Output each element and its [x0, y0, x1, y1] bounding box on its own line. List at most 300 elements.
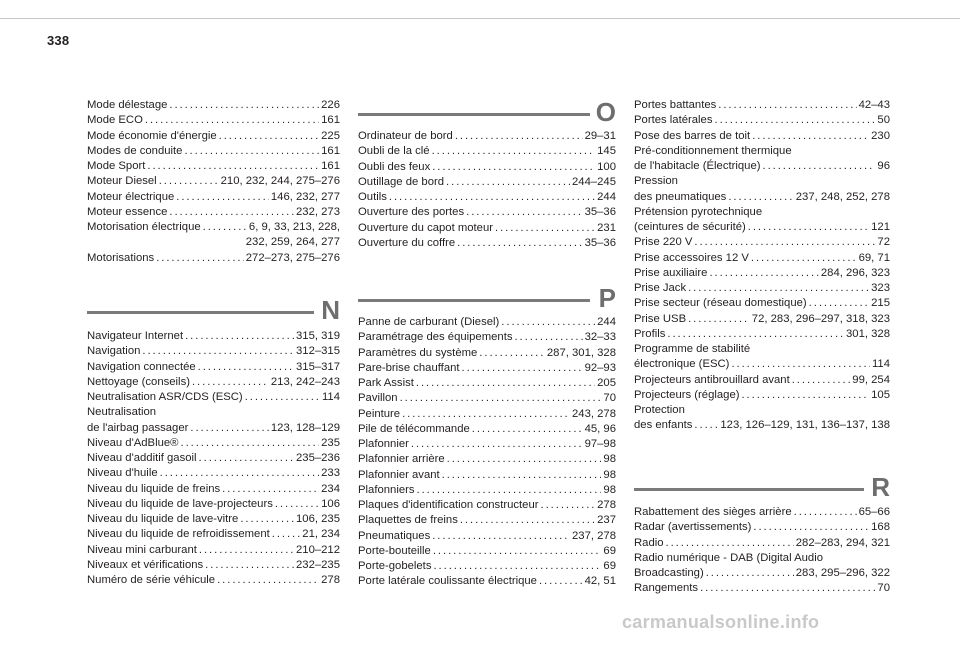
entry-line	[634, 520, 890, 535]
entry-pages: 278	[321, 574, 340, 586]
dot-leader	[792, 373, 851, 388]
section-letter: R	[871, 472, 890, 502]
section-header-r	[634, 472, 890, 504]
entry-term: Radar (avertissements)	[634, 521, 752, 534]
index-entry	[87, 159, 340, 174]
entry-line	[87, 375, 340, 390]
dot-leader	[541, 498, 596, 513]
entry-line	[358, 468, 616, 483]
dot-leader	[688, 312, 750, 327]
index-entry	[358, 361, 616, 376]
dot-leader	[198, 360, 294, 375]
entry-pages: 70	[603, 392, 616, 405]
entry-term: Pare-brise chauffant	[358, 361, 460, 374]
dot-leader	[667, 327, 844, 342]
dot-leader	[240, 512, 294, 527]
entry-term: Paramétrage des équipements	[358, 331, 513, 344]
entry-term: Mode ECO	[87, 114, 143, 127]
watermark: carmanualsonline.info	[622, 612, 820, 632]
entry-line	[634, 190, 890, 205]
index-entry	[87, 558, 340, 573]
entry-pages: 42–43	[858, 99, 890, 111]
entry-line	[87, 98, 340, 113]
entry-term: Rabattement des sièges arrière	[634, 506, 792, 518]
entry-term: Niveau d'huile	[87, 467, 158, 480]
entry-pages: 215	[871, 297, 890, 310]
entry-line	[87, 159, 340, 174]
entry-term: Projecteurs antibrouillard avant	[634, 373, 790, 386]
index-entry	[358, 376, 616, 391]
entry-pages: 21, 234	[302, 528, 340, 541]
entry-pages: 32–33	[584, 331, 616, 344]
dot-leader	[184, 144, 319, 159]
dot-leader	[457, 236, 582, 251]
entry-line	[358, 452, 616, 467]
entry-pages: 237	[597, 514, 616, 527]
dot-leader	[728, 190, 793, 205]
dot-leader	[389, 190, 595, 205]
entry-line	[358, 330, 616, 345]
entry-term: Navigation	[87, 345, 141, 358]
entry-term: Rangements	[634, 582, 699, 595]
entry-line	[634, 113, 890, 128]
dot-leader	[694, 418, 718, 433]
entry-term: Plafonnier avant	[358, 468, 440, 481]
entry-pages: 205	[597, 377, 616, 389]
top-rule	[0, 18, 960, 19]
entry-pages: 234	[321, 482, 340, 495]
index-entry	[87, 482, 340, 497]
index-entry	[87, 190, 340, 205]
entry-term: Motorisation électrique	[87, 221, 201, 233]
entry-term: Plaques d'identification constructeur	[358, 499, 539, 511]
entry-line	[87, 527, 340, 542]
entry-pages: 282–283, 294, 321	[795, 536, 890, 549]
entry-term: Niveau d'AdBlue®	[87, 436, 179, 449]
dot-leader	[715, 113, 876, 128]
entry-term: Ouverture des portes	[358, 206, 465, 219]
entry-term: Portes latérales	[634, 114, 713, 127]
entry-pages: 114	[321, 391, 340, 403]
entry-line	[358, 376, 616, 391]
entry-pages: 232, 273	[296, 205, 340, 218]
entry-term: Niveau du liquide de lave-vitre	[87, 513, 239, 525]
entry-line	[634, 536, 890, 551]
index-entry	[634, 281, 890, 296]
index-entry	[358, 221, 616, 236]
index-entry	[87, 98, 340, 113]
section-rule	[358, 299, 590, 302]
entry-pages: 70	[877, 582, 890, 595]
entry-term: Pose des barres de toit	[634, 129, 751, 142]
entry-term: électronique (ESC)	[634, 358, 730, 371]
index-entry	[358, 236, 616, 251]
section-letter: P	[598, 283, 616, 313]
entry-pages: 237, 248, 252, 278	[795, 190, 890, 203]
entry-heading: Protection	[634, 404, 685, 416]
entry-term: Porte-gobelets	[358, 560, 432, 572]
entry-pages: 244–245	[572, 175, 616, 188]
entry-term: Porte latérale coulissante électrique	[358, 575, 537, 588]
entry-term: Niveau mini carburant	[87, 543, 197, 556]
dot-leader	[539, 574, 583, 589]
index-entry	[358, 498, 616, 513]
index-entry	[358, 330, 616, 345]
index-entry	[634, 505, 890, 520]
entry-pages: 315, 319	[296, 330, 340, 342]
dot-leader	[718, 98, 856, 113]
entry-pages: 29–31	[584, 130, 616, 142]
entry-line	[634, 357, 890, 372]
entry-term: Niveau du liquide de freins	[87, 482, 221, 495]
entry-term: Paramètres du système	[358, 346, 478, 359]
entry-pages: 146, 232, 277	[270, 190, 340, 203]
dot-leader	[169, 205, 294, 220]
dot-leader	[731, 357, 870, 372]
entry-term: de l'airbag passager	[87, 421, 189, 434]
entry-pages: 35–36	[584, 206, 616, 219]
entry-line	[634, 220, 890, 235]
dot-leader	[688, 281, 869, 296]
dot-leader	[432, 529, 570, 544]
entry-term: Plaquettes de freins	[358, 514, 458, 527]
entry-line	[87, 451, 340, 466]
dot-leader	[666, 536, 794, 551]
entry-line	[358, 315, 616, 330]
entry-term: Niveaux et vérifications	[87, 558, 204, 571]
entry-pages: 72	[877, 236, 890, 249]
entry-line	[634, 505, 890, 520]
section-letter: N	[321, 295, 340, 325]
index-entry	[358, 129, 616, 144]
dot-leader	[275, 497, 319, 512]
dot-leader	[411, 437, 583, 452]
dot-leader	[272, 527, 301, 542]
entry-line	[358, 529, 616, 544]
entry-term: Broadcasting)	[634, 567, 704, 579]
dot-leader	[432, 160, 595, 175]
entry-line	[634, 418, 890, 433]
index-entry	[634, 251, 890, 266]
index-entry	[634, 342, 890, 373]
index-entry	[634, 266, 890, 281]
dot-leader	[222, 482, 319, 497]
page-number: 338	[47, 33, 70, 48]
index-entry	[87, 144, 340, 159]
entry-term: des pneumatiques	[634, 190, 727, 203]
entry-line	[634, 312, 890, 327]
index-entry	[87, 205, 340, 220]
entry-term: Niveau du liquide de lave-projecteurs	[87, 497, 273, 510]
dot-leader	[176, 190, 269, 205]
entry-pages: 6, 9, 33, 213, 228,	[248, 221, 340, 233]
entry-line	[634, 98, 890, 113]
dot-leader	[479, 346, 545, 361]
entry-pages: 301, 328	[846, 327, 890, 340]
section-rule	[87, 311, 314, 314]
entry-pages: 233	[321, 467, 340, 480]
entry-line	[358, 391, 616, 406]
index-entry	[634, 536, 890, 551]
entry-term: Prise USB	[634, 312, 687, 325]
index-entry	[634, 581, 890, 596]
entry-heading: Programme de stabilité	[634, 343, 751, 355]
dot-leader	[416, 376, 595, 391]
index-entry	[87, 344, 340, 359]
entry-pages: 231	[597, 221, 616, 234]
entry-line	[358, 144, 616, 159]
dot-leader	[159, 174, 219, 189]
entry-line	[87, 144, 340, 159]
entry-line	[358, 422, 616, 437]
entry-line	[87, 129, 340, 144]
index-entry	[634, 388, 890, 403]
index-entry	[358, 175, 616, 190]
index-entry	[634, 144, 890, 175]
entry-term: Radio	[634, 536, 664, 549]
dot-leader	[402, 407, 570, 422]
entry-line	[358, 160, 616, 175]
entry-pages: 97–98	[584, 438, 616, 450]
entry-pages: 287, 301, 328	[546, 346, 616, 359]
index-entry	[87, 512, 340, 527]
entry-pages: 100	[597, 160, 616, 173]
entry-line	[634, 581, 890, 596]
entry-line	[358, 175, 616, 190]
entry-line	[87, 543, 340, 558]
entry-term: Ouverture du capot moteur	[358, 221, 494, 234]
dot-leader	[460, 513, 595, 528]
index-entry	[634, 98, 890, 113]
entry-term: Pile de télécommande	[358, 422, 470, 435]
index-entry	[358, 437, 616, 452]
dot-leader	[203, 220, 247, 235]
dot-leader	[462, 361, 583, 376]
dot-leader	[156, 251, 244, 266]
index-entry	[87, 497, 340, 512]
entry-term: Outillage de bord	[358, 175, 445, 188]
entry-line	[358, 498, 616, 513]
entry-line	[87, 558, 340, 573]
entry-pages: 244	[597, 191, 616, 203]
entry-line	[634, 129, 890, 144]
entry-pages: 92–93	[584, 361, 616, 374]
entry-pages: 72, 283, 296–297, 318, 323	[751, 312, 890, 325]
entry-pages: 161	[321, 160, 340, 172]
entry-term: des enfants	[634, 419, 693, 432]
section-letter: O	[595, 97, 616, 127]
entry-term: Prise secteur (réseau domestique)	[634, 297, 807, 310]
entry-pages: 230	[871, 129, 890, 142]
entry-term: Plafonnier	[358, 438, 409, 450]
entry-pages: 105	[871, 388, 890, 401]
entry-pages: 225	[321, 129, 340, 142]
entry-term: Peinture	[358, 407, 401, 420]
dot-leader	[495, 221, 595, 236]
entry-pages: 284, 296, 323	[820, 266, 890, 279]
dot-leader	[514, 330, 582, 345]
entry-term: Plafonnier arrière	[358, 453, 445, 466]
index-entry	[87, 220, 340, 251]
entry-term: Numéro de série véhicule	[87, 574, 216, 586]
index-entry	[87, 390, 340, 405]
dot-leader	[752, 129, 869, 144]
section-header-n	[87, 295, 340, 327]
entry-pages: 65–66	[858, 506, 890, 518]
entry-pages: 237, 278	[572, 529, 616, 542]
entry-heading: Pré-conditionnement thermique	[634, 144, 792, 157]
entry-pages: 106	[321, 497, 340, 510]
entry-pages: 161	[321, 114, 340, 127]
dot-leader	[794, 505, 857, 520]
entry-line	[358, 361, 616, 376]
entry-line	[87, 205, 340, 220]
entry-term: Modes de conduite	[87, 144, 183, 157]
index-entry	[358, 391, 616, 406]
entry-term: Mode délestage	[87, 99, 168, 111]
entry-pages: 243, 278	[572, 407, 616, 420]
entry-term: Portes battantes	[634, 99, 717, 111]
entry-line	[87, 512, 340, 527]
entry-pages: 210–212	[296, 543, 340, 556]
index-entry	[358, 529, 616, 544]
dot-leader	[694, 235, 875, 250]
dot-leader	[446, 175, 570, 190]
index-entry	[87, 360, 340, 375]
index-entry	[634, 296, 890, 311]
entry-pages: 323	[871, 282, 890, 294]
entry-pages: 235–236	[296, 452, 340, 464]
dot-leader	[205, 558, 294, 573]
section-rule	[634, 488, 864, 491]
entry-term: Outils	[358, 191, 387, 203]
index-entry	[358, 190, 616, 205]
entry-line	[358, 205, 616, 220]
entry-heading: Radio numérique - DAB (Digital Audio	[634, 551, 824, 564]
entry-heading: Prétension pyrotechnique	[634, 205, 763, 218]
entry-term: Nettoyage (conseils)	[87, 375, 190, 388]
entry-line	[358, 483, 616, 498]
dot-leader	[501, 315, 595, 330]
entry-line	[634, 388, 890, 403]
entry-line	[87, 421, 340, 436]
entry-term: Navigation connectée	[87, 360, 196, 373]
entry-term: Mode Sport	[87, 160, 146, 172]
entry-line	[634, 266, 890, 281]
entry-pages: 213, 242–243	[270, 375, 340, 388]
index-entry	[87, 451, 340, 466]
entry-line	[358, 544, 616, 559]
dot-leader	[709, 266, 818, 281]
index-entry	[358, 452, 616, 467]
entry-pages: 45, 96	[584, 422, 616, 435]
index-entry	[87, 405, 340, 436]
entry-pages: 244	[597, 316, 616, 328]
index-entry	[358, 144, 616, 159]
entry-pages: 272–273, 275–276	[245, 251, 340, 264]
entry-term: (ceintures de sécurité)	[634, 221, 746, 233]
entry-line	[634, 251, 890, 266]
dot-leader	[751, 251, 857, 266]
entry-term: Prise 220 V	[634, 236, 693, 249]
index-entry	[634, 373, 890, 388]
entry-line	[358, 559, 616, 574]
entry-term: Profils	[634, 327, 666, 340]
dot-leader	[190, 421, 269, 436]
index-entry	[358, 205, 616, 220]
entry-line	[358, 236, 616, 251]
dot-leader	[748, 220, 869, 235]
dot-leader	[763, 159, 876, 174]
index-entry	[87, 329, 340, 344]
entry-line	[634, 373, 890, 388]
entry-line	[87, 466, 340, 481]
dot-leader	[199, 451, 294, 466]
entry-line	[358, 407, 616, 422]
entry-term: Mode économie d'énergie	[87, 129, 217, 142]
entry-line	[634, 296, 890, 311]
entry-line	[87, 174, 340, 189]
index-entry	[87, 436, 340, 451]
entry-pages: 226	[321, 99, 340, 111]
entry-pages: 98	[603, 483, 616, 496]
entry-pages: 106, 235	[296, 513, 340, 525]
entry-line	[634, 327, 890, 342]
dot-leader	[181, 436, 320, 451]
index-entry	[358, 315, 616, 330]
entry-line	[358, 513, 616, 528]
entry-line	[87, 220, 340, 235]
entry-pages: 278	[597, 499, 616, 511]
entry-heading: Pression	[634, 175, 678, 188]
index-entry	[358, 422, 616, 437]
index-entry	[634, 174, 890, 205]
entry-pages: 98	[603, 453, 616, 466]
index-entry	[87, 543, 340, 558]
entry-pages: 232–235	[296, 558, 340, 571]
entry-line	[87, 482, 340, 497]
entry-term: Oubli de la clé	[358, 145, 430, 158]
dot-leader	[442, 468, 602, 483]
entry-line	[87, 360, 340, 375]
entry-line	[634, 159, 890, 174]
index-entry	[634, 520, 890, 535]
entry-line	[87, 113, 340, 128]
entry-line	[358, 346, 616, 361]
index-entry	[634, 235, 890, 250]
entry-term: Pavillon	[358, 392, 398, 405]
entry-pages: 114	[871, 358, 890, 371]
dot-leader	[433, 559, 601, 574]
entry-term: Prise accessoires 12 V	[634, 251, 749, 264]
index-entry	[634, 551, 890, 582]
entry-term: Motorisations	[87, 251, 155, 264]
entry-pages: 123, 128–129	[270, 421, 340, 434]
index-entry	[87, 129, 340, 144]
entry-term: Moteur Diesel	[87, 175, 157, 188]
entry-term: Niveau d'additif gasoil	[87, 452, 197, 464]
index-entry	[358, 483, 616, 498]
dot-leader	[147, 159, 319, 174]
dot-leader	[142, 344, 294, 359]
dot-leader	[741, 388, 869, 403]
dot-leader	[192, 375, 269, 390]
index-entry	[358, 559, 616, 574]
entry-pages: 69	[603, 560, 616, 572]
entry-line	[87, 329, 340, 344]
dot-leader	[169, 98, 319, 113]
entry-pages: 99, 254	[852, 373, 890, 386]
